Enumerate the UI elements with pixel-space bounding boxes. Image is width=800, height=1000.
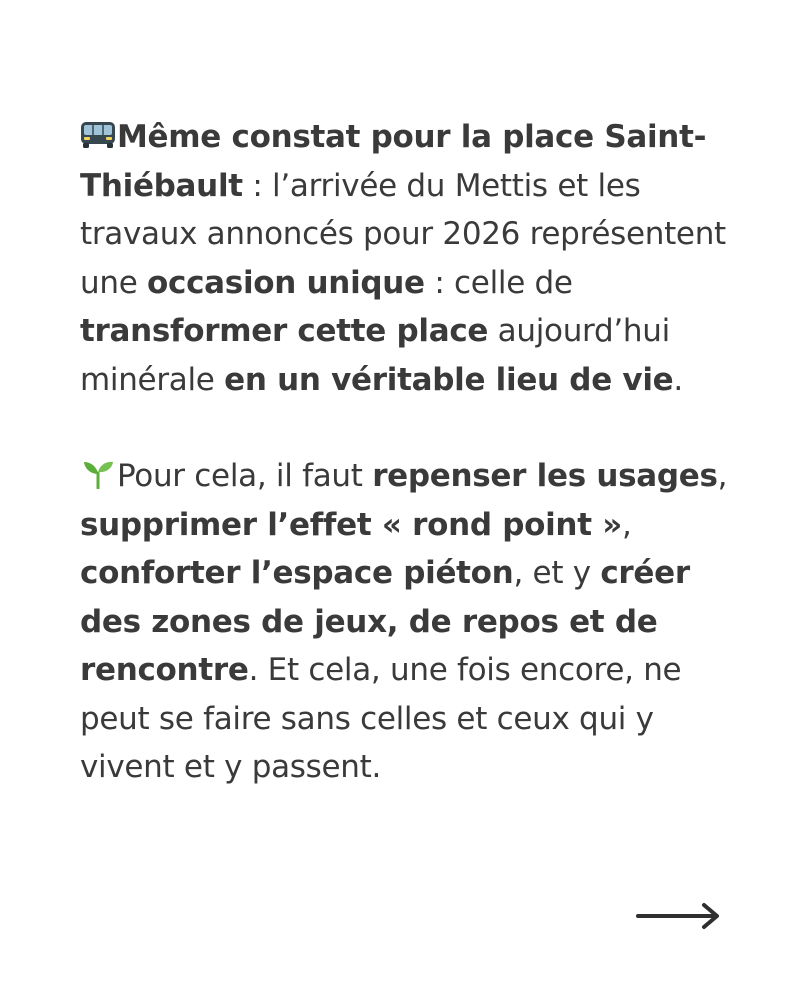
text-segment: conforter l’espace piéton (80, 555, 514, 591)
text-segment: aujourd’hui minérale (80, 313, 670, 398)
seedling-icon (80, 459, 116, 489)
paragraph-repenser-usages (80, 452, 740, 792)
text-segment: : celle de (424, 264, 573, 301)
text-segment: supprimer l’effet « rond point » (80, 506, 622, 543)
post-text (80, 113, 740, 792)
arrow-right-icon (636, 902, 722, 930)
text-segment: , (717, 458, 728, 494)
text-segment: Même constat pour la place Saint-Thiébault (80, 119, 707, 204)
text-segment: en un véritable lieu de vie (224, 361, 674, 398)
text-segment: transformer cette place (80, 313, 489, 349)
text-segment: . Et cela, une fois encore, ne peut se faire sans celles et ceux qui y vivent et y passent. (80, 652, 682, 785)
text-segment: : l’arrivée du Mettis et les travaux annoncés pour 2026 représentent une (80, 167, 726, 301)
bus-icon (80, 120, 116, 150)
paragraph-place-saint-thiebault (80, 113, 740, 404)
text-segment: occasion unique (147, 264, 425, 301)
text-segment: repenser les usages (372, 458, 718, 494)
text-segment: , (621, 506, 632, 543)
text-segment: Pour cela, il faut (117, 458, 373, 494)
text-segment: . (673, 361, 683, 398)
next-slide-button[interactable] (636, 902, 722, 930)
text-segment: , et y (513, 555, 601, 591)
text-segment: créer des zones de jeux, de repos et de rencontre (80, 555, 690, 688)
